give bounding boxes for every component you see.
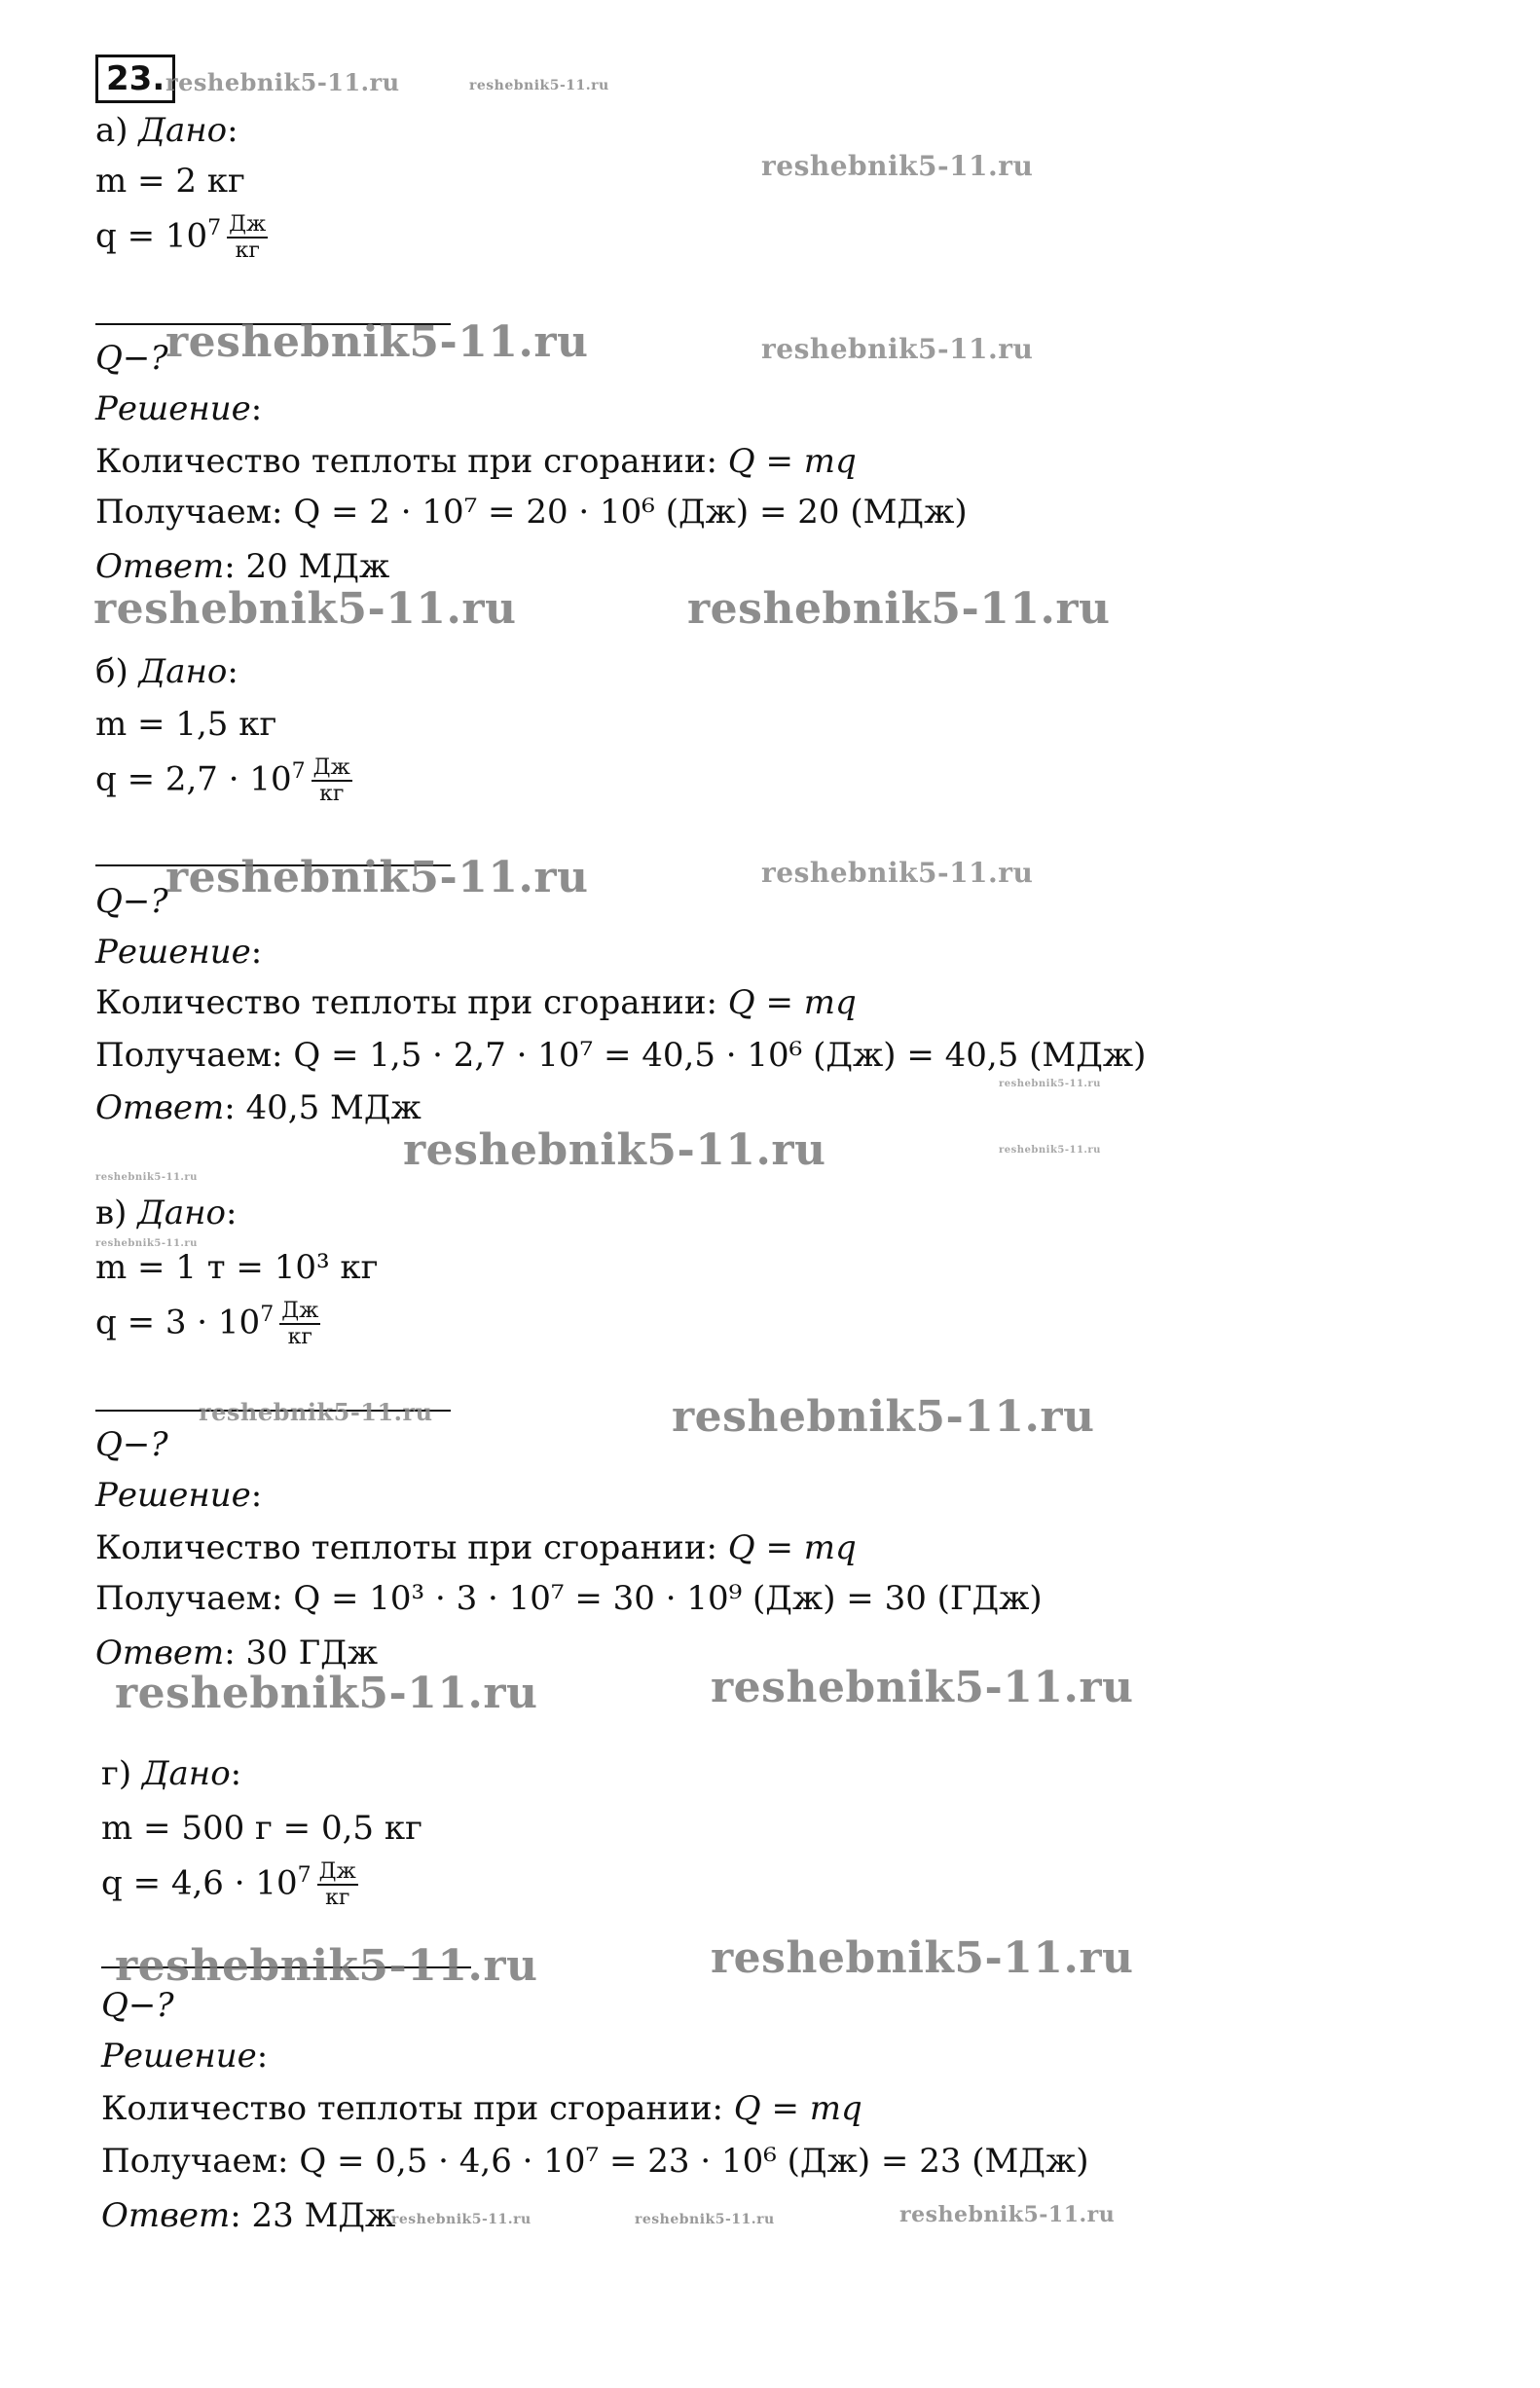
part-c-mass: m = 1 т = 10³ кг	[95, 1248, 379, 1287]
watermark: reshebnik5-11.ru	[761, 857, 1034, 889]
part-c-find: Q−?	[95, 1425, 168, 1464]
watermark: reshebnik5-11.ru	[93, 584, 517, 634]
part-d-heat-value: $q = 4,6 \cdot 10^7$ $\frac{Дж}{кг}$	[101, 1859, 356, 1911]
part-a-heat-value: $q = 10^7$ $\frac{Дж}{кг}$	[95, 212, 267, 264]
part-a-mass: m = 2 кг	[95, 162, 245, 201]
watermark: reshebnik5-11.ru	[687, 584, 1111, 634]
part-c-formula: Количество теплоты при сгорании: Q = mq	[95, 1528, 857, 1567]
part-d-find: Q−?	[101, 1986, 174, 2025]
watermark: reshebnik5-11.ru	[391, 2212, 532, 2227]
watermark: reshebnik5-11.ru	[899, 2202, 1116, 2227]
watermark: reshebnik5-11.ru	[165, 853, 589, 902]
part-b-answer: Ответ: 40,5 МДж	[95, 1088, 422, 1127]
part-b-calc: Получаем: Q = 1,5 · 2,7 · 10⁷ = 40,5 · 10⁶ (Дж) = 40,5 (МДж)	[95, 1036, 1147, 1075]
watermark: reshebnik5-11.ru	[165, 317, 589, 367]
part-d-given-heading: г) Дано:	[101, 1754, 242, 1793]
part-a-solution-heading: Решение:	[95, 389, 263, 428]
part-c-solution-heading: Решение:	[95, 1476, 263, 1515]
problem-number: 23.	[95, 55, 175, 103]
part-a-find: Q−?	[95, 339, 168, 378]
watermark: reshebnik5-11.ru	[165, 68, 400, 96]
watermark: reshebnik5-11.ru	[199, 1398, 433, 1426]
part-a-answer: Ответ: 20 МДж	[95, 547, 390, 586]
watermark: reshebnik5-11.ru	[95, 1238, 198, 1249]
watermark: reshebnik5-11.ru	[711, 1933, 1134, 1983]
watermark: reshebnik5-11.ru	[999, 1145, 1101, 1156]
watermark: reshebnik5-11.ru	[711, 1663, 1134, 1712]
watermark: reshebnik5-11.ru	[761, 150, 1034, 182]
part-d-calc: Получаем: Q = 0,5 · 4,6 · 10⁷ = 23 · 10⁶ (Дж) = 23 (МДж)	[101, 2142, 1089, 2181]
watermark: reshebnik5-11.ru	[761, 333, 1034, 365]
part-d-mass: m = 500 г = 0,5 кг	[101, 1809, 422, 1848]
part-c-given-heading: в) Дано:	[95, 1194, 238, 1232]
part-b-find: Q−?	[95, 882, 168, 921]
part-a-calc: Получаем: Q = 2 · 10⁷ = 20 · 10⁶ (Дж) = 20 (МДж)	[95, 493, 968, 532]
part-c-heat-value: $q = 3 \cdot 10^7$ $\frac{Дж}{кг}$	[95, 1299, 319, 1350]
watermark: reshebnik5-11.ru	[672, 1392, 1095, 1442]
part-a-given-heading: а) Дано:	[95, 111, 238, 150]
part-c-calc: Получаем: Q = 10³ · 3 · 10⁷ = 30 · 10⁹ (Дж) = 30 (ГДж)	[95, 1579, 1043, 1618]
part-d-formula: Количество теплоты при сгорании: Q = mq	[101, 2089, 862, 2128]
part-a-formula: Количество теплоты при сгорании: Q = mq	[95, 442, 857, 481]
watermark: reshebnik5-11.ru	[999, 1079, 1101, 1089]
watermark: reshebnik5-11.ru	[115, 1669, 538, 1718]
part-d-solution-heading: Решение:	[101, 2037, 269, 2076]
part-b-heat-value: $q = 2,7 \cdot 10^7$ $\frac{Дж}{кг}$	[95, 755, 350, 807]
part-c-answer: Ответ: 30 ГДж	[95, 1634, 379, 1672]
part-b-solution-heading: Решение:	[95, 933, 263, 972]
part-b-formula: Количество теплоты при сгорании: Q = mq	[95, 983, 857, 1022]
watermark: reshebnik5-11.ru	[115, 1941, 538, 1991]
part-b-mass: m = 1,5 кг	[95, 705, 277, 744]
watermark: reshebnik5-11.ru	[635, 2212, 775, 2227]
watermark: reshebnik5-11.ru	[95, 1172, 198, 1183]
watermark: reshebnik5-11.ru	[469, 78, 609, 93]
part-b-given-heading: б) Дано:	[95, 652, 238, 691]
watermark: reshebnik5-11.ru	[403, 1125, 826, 1175]
part-d-answer: Ответ: 23 МДж	[101, 2196, 396, 2235]
